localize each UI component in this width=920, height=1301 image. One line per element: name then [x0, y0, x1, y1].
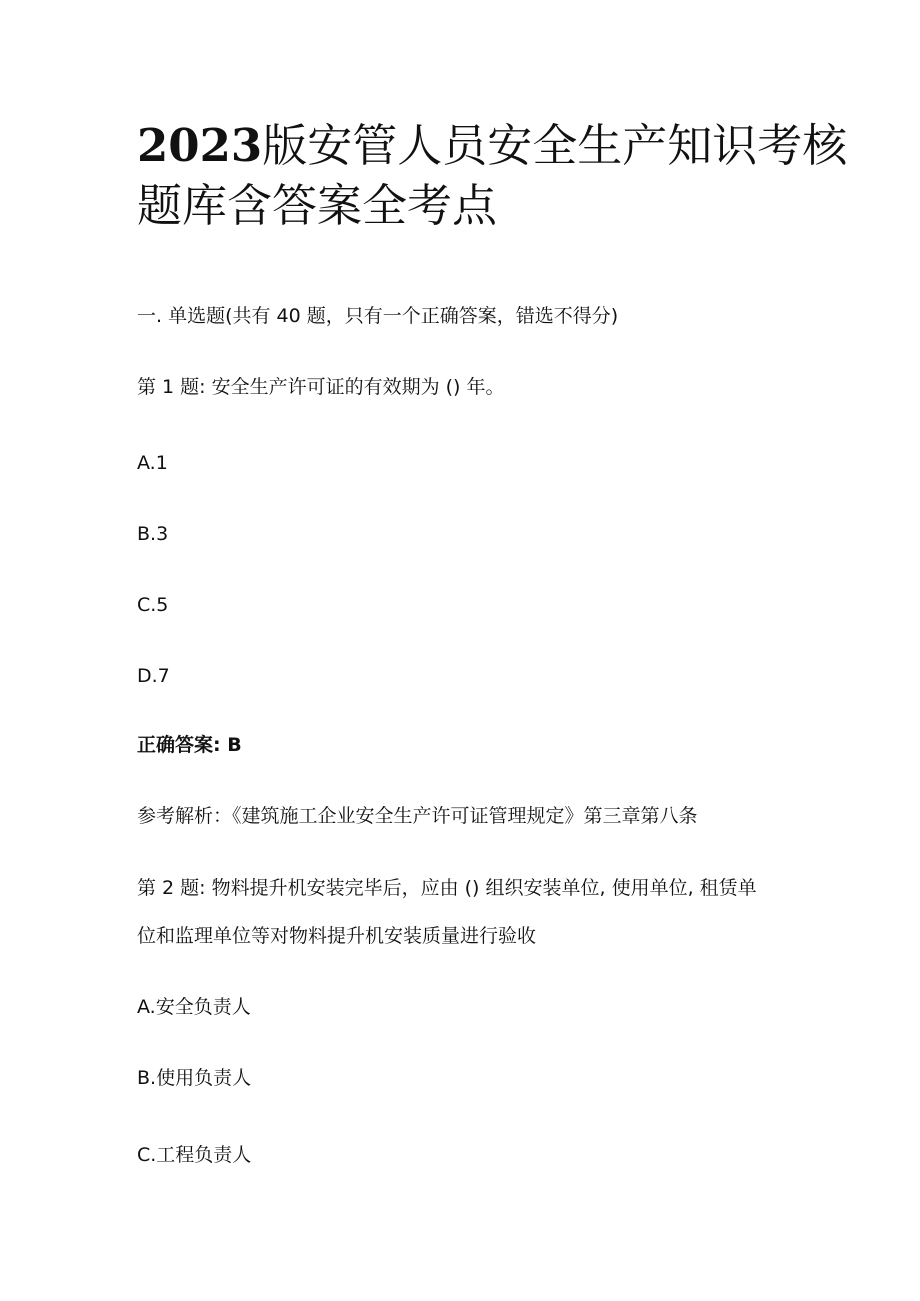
question-2-option-a: A.安全负责人 [137, 996, 251, 1018]
title-line-2: 题库含答案全考点 [137, 179, 498, 232]
question-2-option-b: B.使用负责人 [137, 1067, 252, 1089]
question-1-stem: 第 1 题: 安全生产许可证的有效期为 () 年。 [137, 376, 505, 398]
section-heading: 一. 单选题(共有 40 题，只有一个正确答案，错选不得分) [137, 305, 619, 327]
question-2-option-c: C.工程负责人 [137, 1144, 252, 1166]
question-1-option-c: C.5 [137, 594, 169, 616]
title-line-1 [137, 116, 848, 176]
question-2-stem-line-2: 位和监理单位等对物料提升机安装质量进行验收 [137, 925, 537, 947]
question-2-stem-line-1: 第 2 题: 物料提升机安装完毕后，应由 () 组织安装单位, 使用单位, 租赁单 [137, 877, 757, 899]
question-1-option-a: A.1 [137, 452, 168, 474]
question-1-option-b: B.3 [137, 523, 169, 545]
question-1-answer: 正确答案: B [137, 734, 242, 756]
title-year: 2023 [137, 119, 263, 172]
question-1-analysis: 参考解析：《建筑施工企业安全生产许可证管理规定》第三章第八条 [137, 805, 698, 827]
document-title [137, 116, 848, 236]
question-1-option-d: D.7 [137, 665, 170, 687]
title-line-1-rest: 版安管人员安全生产知识考核 [262, 119, 848, 172]
